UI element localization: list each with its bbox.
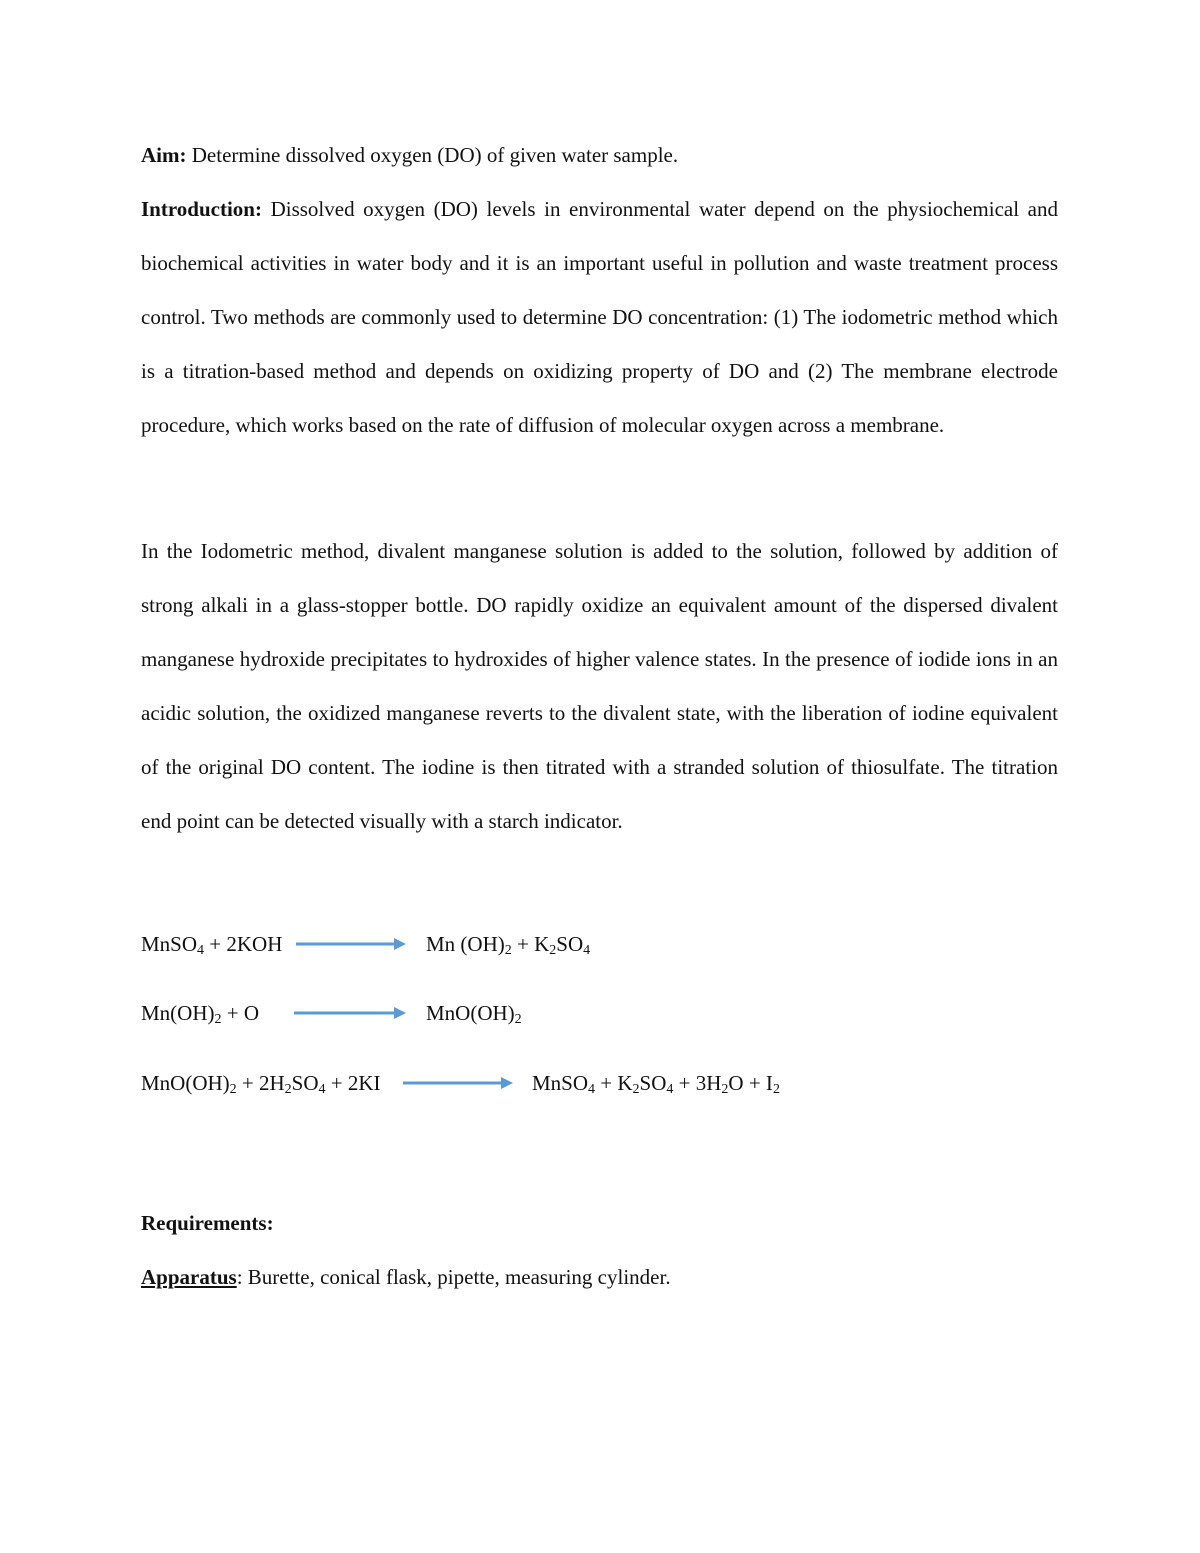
formula-subscript: 2 (721, 1082, 729, 1097)
reaction-arrow-icon (294, 1006, 406, 1020)
formula-text: Mn(OH) (141, 1001, 215, 1025)
equation-1-reactants (141, 929, 282, 959)
introduction-label: Introduction: (141, 197, 262, 221)
formula-subscript: 4 (666, 1082, 674, 1097)
apparatus-line (141, 1262, 671, 1292)
formula-subscript: 4 (588, 1082, 596, 1097)
formula-subscript: 2 (632, 1082, 640, 1097)
formula-text: + 2KOH (204, 932, 283, 956)
equation-1-products (426, 929, 590, 959)
formula-subscript: 2 (504, 943, 512, 958)
formula-text: + K (511, 932, 550, 956)
formula-subscript: 4 (197, 943, 205, 958)
aim-label: Aim: (141, 143, 187, 167)
formula-text: SO (556, 932, 584, 956)
aim-text: Determine dissolved oxygen (DO) of given water sample. (186, 143, 679, 167)
formula-subscript: 2 (772, 1082, 780, 1097)
formula-text: MnSO (532, 1071, 589, 1095)
formula-text: MnO(OH) (141, 1071, 230, 1095)
reaction-arrow-icon (296, 937, 406, 951)
iodometric-paragraph: In the Iodometric method, divalent manganese solution is added to the solution, followed by addition of strong alkali in a glass-stopper bottle. DO rapidly oxidize an equivalent amount of the dispersed divalent manganese hydroxide precipitates to hydroxides of higher valence states. In the presence of iodide ions in an acidic solution, the oxidized manganese reverts to the divalent state, with the liberation of iodine equivalent of the original DO content. The iodine is then titrated with a stranded solution of thiosulfate. The titration end point can be detected visually with a starch indicator. (141, 539, 1058, 833)
formula-text: SO (639, 1071, 667, 1095)
formula-text: + 2KI (325, 1071, 381, 1095)
formula-text: + 3H (673, 1071, 722, 1095)
formula-subscript: 4 (583, 943, 591, 958)
formula-text: + K (595, 1071, 633, 1095)
formula-subscript: 2 (284, 1082, 292, 1097)
equation-3-products (532, 1068, 780, 1098)
formula-text: SO (291, 1071, 319, 1095)
aim-paragraph (141, 128, 1058, 182)
equation-2-reactants (141, 998, 259, 1028)
formula-subscript: 4 (318, 1082, 326, 1097)
formula-text: MnSO (141, 932, 198, 956)
formula-text: + 2H (236, 1071, 285, 1095)
formula-subscript: 2 (549, 943, 557, 958)
reaction-arrow-icon (403, 1076, 513, 1090)
apparatus-text: : Burette, conical flask, pipette, measuring cylinder. (236, 1265, 671, 1289)
formula-subscript: 2 (514, 1012, 522, 1027)
equation-2-products (426, 998, 522, 1028)
apparatus-label: Apparatus (141, 1265, 237, 1289)
equation-3-reactants (141, 1068, 381, 1098)
formula-subscript: 2 (214, 1012, 222, 1027)
formula-text: + O (221, 1001, 260, 1025)
introduction-text: Dissolved oxygen (DO) levels in environmental water depend on the physiochemical and biochemical activities in water body and it is an important useful in pollution and waste treatment process control. Two methods are commonly used to determine DO concentration: (1) The iodometric method which is a titration-based method and depends on oxidizing property of DO and (2) The membrane electrode procedure, which works based on the rate of diffusion of molecular oxygen across a membrane. (141, 197, 1058, 437)
formula-text: Mn (OH) (426, 932, 505, 956)
formula-text: MnO(OH) (426, 1001, 515, 1025)
requirements-heading: Requirements: (141, 1211, 274, 1235)
formula-text: O + I (728, 1071, 773, 1095)
formula-subscript: 2 (229, 1082, 237, 1097)
introduction-paragraph (141, 182, 1058, 452)
